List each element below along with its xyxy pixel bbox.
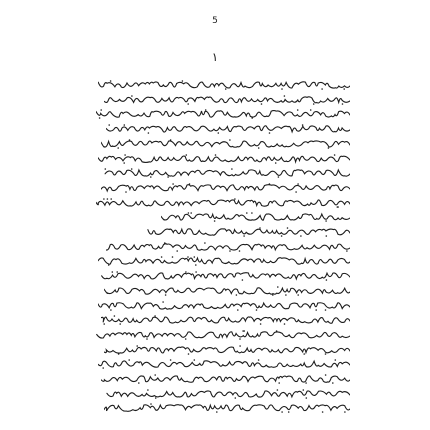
handwriting-scribble (101, 374, 350, 384)
handwritten-line (101, 369, 350, 379)
handwritten-line (104, 90, 350, 100)
handwriting-scribble (96, 198, 350, 208)
page-number: 5 (212, 16, 218, 26)
handwriting-scribble (101, 315, 350, 325)
section-number: ١ (211, 50, 219, 64)
handwritten-line (101, 310, 350, 320)
handwritten-line (101, 134, 350, 144)
handwriting-scribble (96, 109, 350, 119)
handwritten-line (146, 222, 350, 232)
handwriting-scribble (106, 124, 350, 134)
handwritten-line (106, 384, 350, 394)
handwritten-line (96, 193, 350, 203)
handwriting-scribble (106, 242, 350, 252)
handwriting-scribble (104, 168, 350, 178)
handwriting-scribble (104, 403, 350, 413)
handwriting-scribble (98, 256, 350, 266)
handwritten-line (101, 266, 350, 276)
handwriting-scribble (104, 345, 350, 355)
handwritten-line (98, 75, 350, 85)
handwritten-line (98, 354, 350, 364)
handwritten-line (98, 149, 350, 159)
handwriting-scribble (104, 286, 350, 296)
handwriting-scribble (101, 183, 350, 193)
handwritten-line (104, 281, 350, 291)
handwritten-line (161, 207, 350, 217)
handwriting-scribble (146, 227, 350, 237)
handwriting-scribble (101, 139, 350, 149)
handwriting-scribble (98, 301, 350, 311)
handwriting-scribble (98, 80, 350, 90)
handwritten-line (96, 104, 350, 114)
handwritten-line (104, 398, 350, 408)
handwritten-line (98, 251, 350, 261)
handwriting-scribble (106, 389, 350, 399)
handwritten-line (104, 163, 350, 173)
handwritten-line (98, 296, 350, 306)
handwritten-text-block (88, 75, 350, 415)
handwritten-line (104, 340, 350, 350)
handwriting-scribble (96, 330, 350, 340)
handwriting-scribble (161, 212, 350, 222)
handwritten-line (106, 237, 350, 247)
handwriting-scribble (98, 359, 350, 369)
handwriting-scribble (101, 271, 350, 281)
handwritten-line (106, 119, 350, 129)
handwritten-line (101, 178, 350, 188)
handwritten-line (96, 325, 350, 335)
handwriting-scribble (98, 154, 350, 164)
handwriting-scribble (104, 95, 350, 105)
